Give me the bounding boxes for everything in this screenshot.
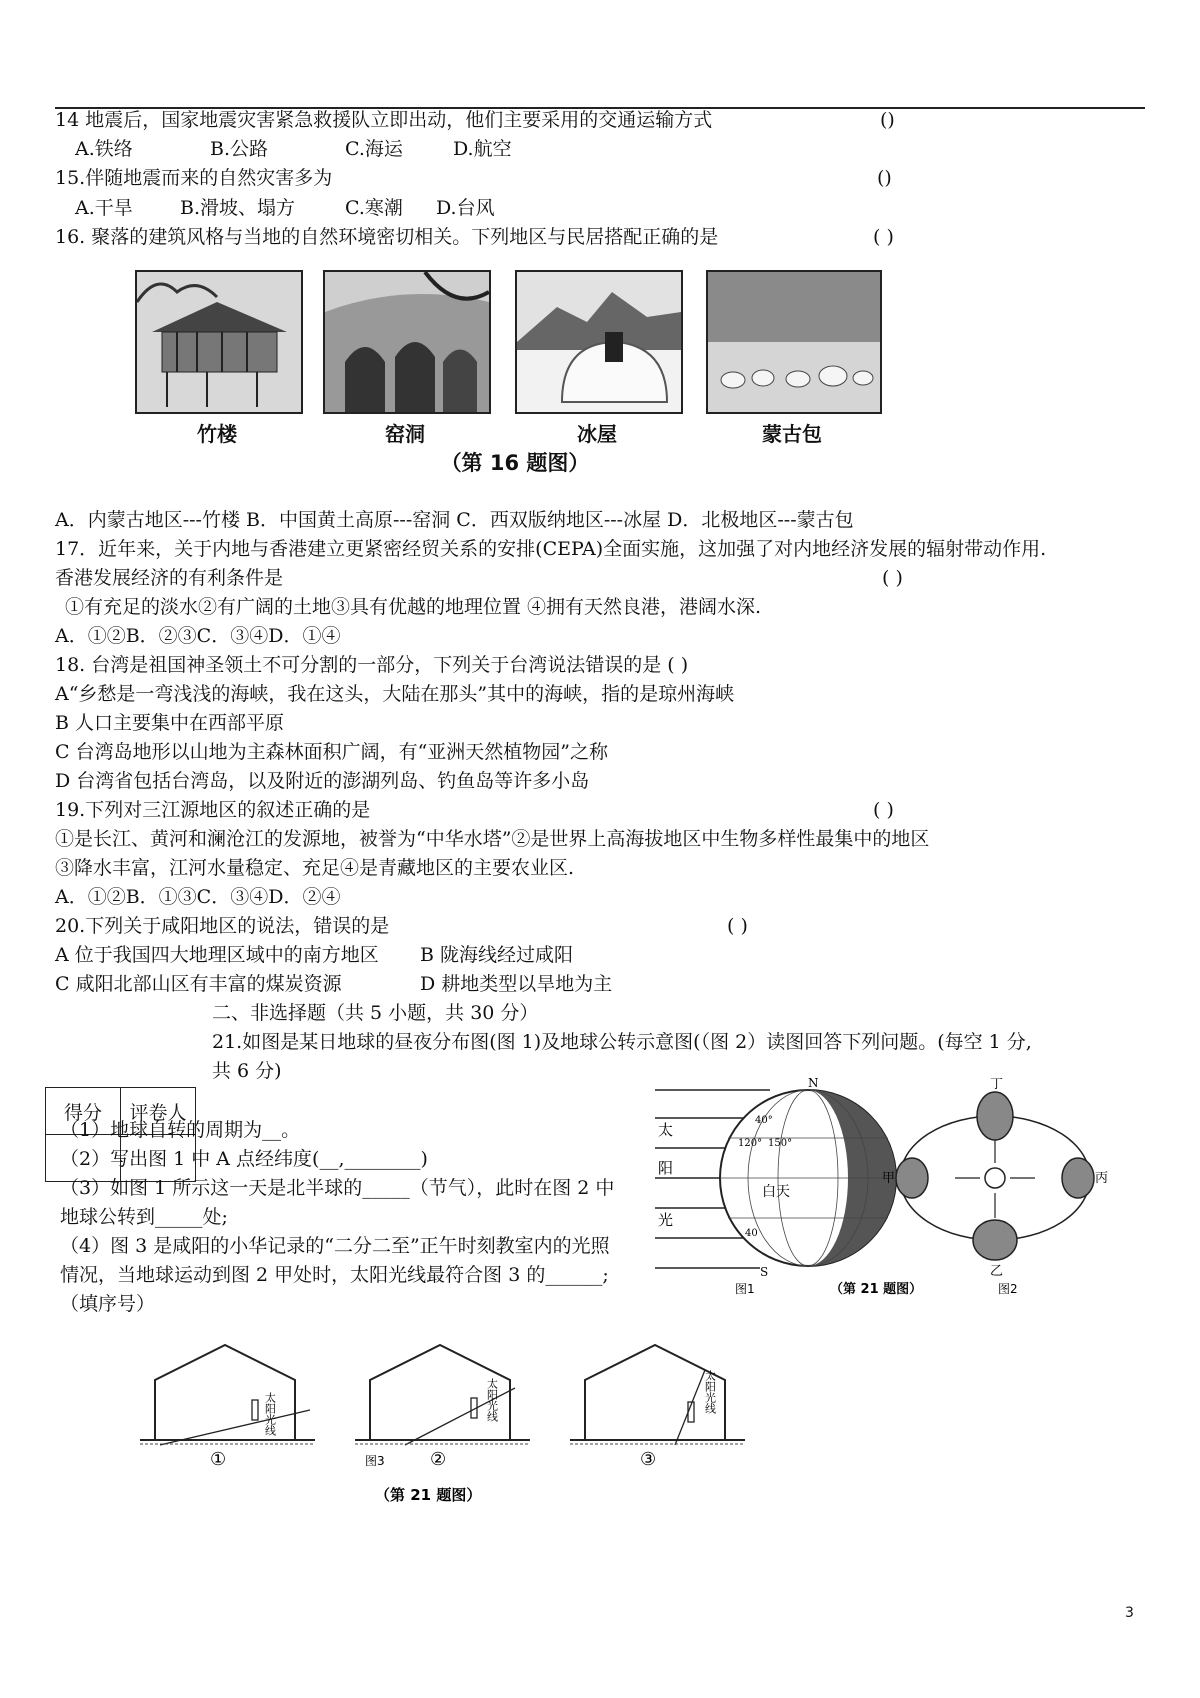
fig2-label-ding: 丁 (990, 1078, 1004, 1092)
fig1-label-sun-1: 太 (658, 1121, 674, 1139)
fig3-name: 图3 (365, 1454, 385, 1468)
q21-part4-line2: 情况，当地球运动到图 2 甲处时，太阳光线最符合图 3 的______; (60, 1264, 609, 1286)
fig3-option-3: ③ (640, 1449, 657, 1470)
photo-label-yurt: 蒙古包 (762, 422, 822, 446)
q21-part1: （1）地球自转的周期为__。 (60, 1119, 301, 1141)
fig3-sunlight-label-2: 太阳光线 (485, 1378, 499, 1422)
q21-stem-line1: 21.如图是某日地球的昼夜分布图(图 1)及地球公转示意图(（图 2）读图回答下列问题。(每空 1 分, (212, 1031, 1032, 1053)
q20-option-d: D 耕地类型以旱地为主 (420, 973, 613, 995)
q21-figure-3 (140, 1340, 760, 1525)
fig1-label-120: 120° (738, 1138, 763, 1149)
q20-stem: 20.下列关于咸阳地区的说法，错误的是 (55, 915, 390, 937)
q14-answer-paren: () (880, 109, 895, 131)
fig1-label-40s: 40 (745, 1228, 758, 1239)
fig1-label-s: S (760, 1265, 769, 1279)
photo-bamboo-house (135, 270, 303, 414)
q16-options: A．内蒙古地区---竹楼 B．中国黄土高原---窑洞 C．西双版纳地区---冰屋 D．北极地区---蒙古包 (55, 509, 854, 531)
q20-option-c: C 咸阳北部山区有丰富的煤炭资源 (55, 973, 342, 995)
q17-stem-line2: 香港发展经济的有利条件是 (55, 567, 284, 589)
q19-options: A．①②B．①③C．③④D．②④ (55, 886, 341, 908)
q18-option-a: A“乡愁是一弯浅浅的海峡，我在这头，大陆在那头”其中的海峡，指的是琼州海峡 (55, 683, 735, 705)
q15-option-d: D.台风 (436, 197, 495, 219)
q14-option-d: D.航空 (453, 138, 512, 160)
q20-answer-paren: ( ) (727, 915, 748, 937)
q19-stem: 19.下列对三江源地区的叙述正确的是 (55, 799, 371, 821)
q19-items-line1: ①是长江、黄河和澜沧江的发源地，被誉为“中华水塔”②是世界上高海拔地区中生物多样性最集中的地区 (55, 828, 930, 850)
q21-part3-line1: （3）如图 1 所示这一天是北半球的_____（节气），此时在图 2 中 (60, 1177, 615, 1199)
fig1-label-n: N (808, 1078, 819, 1090)
q16-answer-paren: ( ) (873, 226, 894, 248)
fig3-sunlight-label-3: 太阳光线 (703, 1370, 717, 1414)
q17-answer-paren: ( ) (882, 567, 903, 589)
figure2-orbit (882, 1078, 1108, 1279)
photo-label-cave: 窑洞 (385, 422, 425, 446)
page-number: 3 (1125, 1605, 1134, 1621)
q16-figure-caption: （第 16 题图） (440, 451, 590, 475)
q15-stem: 15.伴随地震而来的自然灾害多为 (55, 167, 333, 189)
figure1-day-night-globe (655, 1078, 896, 1279)
q15-option-c: C.寒潮 (345, 197, 403, 219)
sun-icon (985, 1168, 1005, 1188)
section2-title: 二、非选择题（共 5 小题，共 30 分） (212, 1002, 539, 1024)
q14-option-b: B.公路 (210, 138, 269, 160)
fig1-label-day: 白天 (762, 1184, 790, 1200)
fig3-option-1: ① (210, 1449, 227, 1470)
fig3-option-2: ② (430, 1449, 447, 1470)
q18-option-b: B 人口主要集中在西部平原 (55, 712, 285, 734)
q15-answer-paren: () (877, 167, 892, 189)
fig21-caption: （第 21 题图） (830, 1282, 923, 1297)
q20-option-b: B 陇海线经过咸阳 (420, 944, 574, 966)
q20-option-a: A 位于我国四大地理区域中的南方地区 (55, 944, 379, 966)
q19-answer-paren: ( ) (873, 799, 894, 821)
grader-header: 评卷人 (121, 1088, 196, 1135)
fig1-label-a: A (820, 1152, 829, 1166)
yurt-illustration (708, 272, 880, 412)
q15-option-b: B.滑坡、塌方 (180, 197, 296, 219)
q21-part2: （2）写出图 1 中 A 点经纬度(__,________) (60, 1148, 428, 1170)
bamboo-house-illustration (137, 272, 301, 412)
q21-stem-line2: 共 6 分) (212, 1060, 282, 1082)
q14-option-c: C.海运 (345, 138, 403, 160)
fig2-label-jia: 甲 (882, 1171, 896, 1186)
fig1-label-150: 150° (768, 1138, 793, 1149)
q14-stem: 14 地震后，国家地震灾害紧急救援队立即出动，他们主要采用的交通运输方式 (55, 109, 713, 131)
fig1-label-40n: 40° (755, 1115, 773, 1126)
q16-stem: 16. 聚落的建筑风格与当地的自然环境密切相关。下列地区与民居搭配正确的是 (55, 226, 719, 248)
q19-items-line2: ③降水丰富，江河水量稳定、充足④是青藏地区的主要农业区. (55, 857, 575, 879)
cave-dwelling-illustration (325, 272, 489, 412)
q21-part4-line1: （4）图 3 是咸阳的小华记录的“二分二至”正午时刻教室内的光照 (60, 1235, 610, 1257)
q21-part4-line3: （填序号） (60, 1293, 156, 1315)
q17-items: ①有充足的淡水②有广阔的土地③具有优越的地理位置 ④拥有天然良港，港阔水深. (65, 596, 762, 618)
q17-options: A．①②B．②③C．③④D．①④ (55, 625, 341, 647)
photo-cave-dwelling (323, 270, 491, 414)
photo-label-bamboo: 竹楼 (197, 422, 237, 446)
score-header: 得分 (46, 1088, 121, 1135)
q18-option-d: D 台湾省包括台湾岛，以及附近的澎湖列岛、钓鱼岛等许多小岛 (55, 770, 590, 792)
q17-stem-line1: 17．近年来，关于内地与香港建立更紧密经贸关系的安排(CEPA)全面实施，这加强了对内地经济发展的辐射带动作用. (55, 538, 1047, 560)
igloo-illustration (517, 272, 681, 412)
fig3-caption: （第 21 题图） (375, 1486, 482, 1504)
fig1-name: 图1 (735, 1282, 755, 1296)
q18-stem: 18. 台湾是祖国神圣领土不可分割的一部分，下列关于台湾说法错误的是 ( ) (55, 654, 689, 676)
photo-mongolian-yurt (706, 270, 882, 414)
q18-option-c: C 台湾岛地形以山地为主森林面积广阔，有“亚洲天然植物园”之称 (55, 741, 609, 763)
photo-igloo (515, 270, 683, 414)
photo-label-igloo: 冰屋 (577, 422, 617, 446)
q21-part3-line2: 地球公转到_____处; (60, 1206, 228, 1228)
q21-figures-1-2 (650, 1078, 1110, 1303)
fig2-name: 图2 (998, 1282, 1018, 1296)
q14-option-a: A.铁络 (75, 138, 133, 160)
fig1-label-sun-3: 光 (658, 1211, 674, 1229)
q15-option-a: A.干旱 (75, 197, 133, 219)
fig2-label-bing: 丙 (1095, 1171, 1109, 1186)
fig3-sunlight-label-1: 太阳光线 (263, 1392, 277, 1436)
fig2-label-yi: 乙 (990, 1264, 1004, 1279)
fig1-label-sun-2: 阳 (658, 1159, 674, 1177)
